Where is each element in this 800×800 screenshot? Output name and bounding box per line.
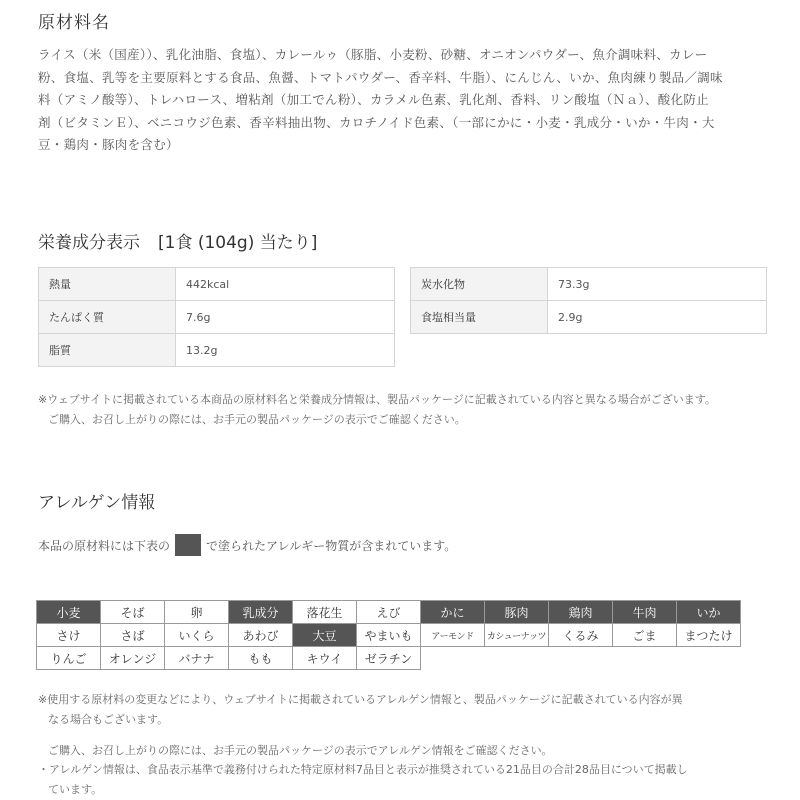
allergen-cell: バナナ — [165, 647, 229, 670]
nutrition-label: 炭水化物 — [411, 268, 548, 301]
allergen-cell: キウイ — [293, 647, 357, 670]
empty-cell — [613, 647, 677, 670]
note-line: ご購入、お召し上がりの際には、お手元の製品パッケージの表示でアレルゲン情報をご確認ください。 — [48, 744, 553, 757]
note-line: ※ウェブサイトに掲載されている本商品の原材料名と栄養成分情報は、製品パッケージに記載されている内容と異なる場合がございます。 — [38, 393, 716, 406]
allergen-cell: アーモンド — [421, 624, 485, 647]
allergen-cell: いか — [677, 601, 741, 624]
allergen-cell: 鶏肉 — [549, 601, 613, 624]
allergen-cell: オレンジ — [101, 647, 165, 670]
intro-text: 本品の原材料には下表の — [38, 538, 171, 553]
empty-cell — [421, 647, 485, 670]
note-line: ・アレルゲン情報は、食品表示基準で義務付けられた特定原材料7品目と表示が推奨されている21品目の合計28品目について掲載し — [38, 763, 688, 776]
note-line: ています。 — [48, 783, 103, 796]
empty-cell — [485, 647, 549, 670]
ingredients-line: 粉、食塩、乳等を主要原料とする食品、魚醤、トマトパウダー、香辛料、牛脂）、にんじん、いか、魚肉練り製品／調味 — [38, 69, 723, 85]
nutrition-value: 442kcal — [176, 268, 395, 301]
table-row — [411, 268, 767, 301]
allergen-cell: もも — [229, 647, 293, 670]
nutrition-serving: [1食 (104g) 当たり] — [158, 233, 318, 253]
note-line: なる場合もございます。 — [48, 713, 169, 726]
ingredients-line: 豆・鶏肉・豚肉を含む） — [38, 137, 179, 152]
table-row — [37, 624, 741, 647]
ingredients-line: ライス（米（国産））、乳化油脂、食塩）、カレールゥ（豚脂、小麦粉、砂糖、オニオンパウダー、魚介調味料、カレー — [38, 47, 708, 62]
note-line: ※使用する原材料の変更などにより、ウェブサイトに掲載されているアレルゲン情報と、製品パッケージに記載されている内容が異 — [38, 693, 683, 706]
nutrition-label: 脂質 — [39, 334, 176, 367]
allergen-cell: かに — [421, 601, 485, 624]
nutrition-value: 7.6g — [176, 301, 395, 334]
allergen-cell: カシューナッツ — [485, 624, 549, 647]
allergy-note — [38, 690, 683, 761]
nutrition-note — [38, 390, 716, 430]
ingredients-text — [38, 44, 768, 157]
allergen-cell: さば — [101, 624, 165, 647]
table-row — [37, 601, 741, 624]
allergen-cell: そば — [101, 601, 165, 624]
allergen-cell: あわび — [229, 624, 293, 647]
allergy-color-swatch — [175, 534, 201, 556]
allergy-scope-note — [38, 760, 688, 800]
allergen-cell: りんご — [37, 647, 101, 670]
intro-text: で塗られたアレルギー物質が含まれています。 — [206, 538, 457, 553]
nutrition-value: 13.2g — [176, 334, 395, 367]
nutrition-heading — [38, 228, 317, 253]
allergen-cell: さけ — [37, 624, 101, 647]
allergen-cell: 牛肉 — [613, 601, 677, 624]
table-row — [39, 334, 395, 367]
ingredients-title: 原材料名 — [38, 13, 110, 33]
ingredients-line: 剤（ビタミンＥ）、ベニコウジ色素、香辛料抽出物、カロチノイド色素、（一部にかに・小麦・乳成分・いか・牛肉・大 — [38, 114, 715, 130]
allergen-cell: 小麦 — [37, 601, 101, 624]
allergen-cell: えび — [357, 601, 421, 624]
table-row — [37, 647, 741, 670]
allergen-cell: 大豆 — [293, 624, 357, 647]
allergen-cell: まつたけ — [677, 624, 741, 647]
allergen-cell: いくら — [165, 624, 229, 647]
nutrition-value: 2.9g — [548, 301, 767, 334]
allergy-title: アレルゲン情報 — [38, 493, 156, 513]
allergen-cell: やまいも — [357, 624, 421, 647]
allergy-table — [36, 600, 741, 670]
allergen-cell: くるみ — [549, 624, 613, 647]
nutrition-label: 食塩相当量 — [411, 301, 548, 334]
nutrition-title: 栄養成分表示 — [38, 233, 140, 253]
allergen-cell: 豚肉 — [485, 601, 549, 624]
empty-cell — [677, 647, 741, 670]
nutrition-table-right — [410, 267, 767, 334]
nutrition-label: たんぱく質 — [39, 301, 176, 334]
table-row — [39, 268, 395, 301]
table-row — [39, 301, 395, 334]
allergen-cell: 落花生 — [293, 601, 357, 624]
nutrition-table-left — [38, 267, 395, 367]
allergy-intro — [38, 534, 456, 556]
allergen-cell: ごま — [613, 624, 677, 647]
nutrition-label: 熱量 — [39, 268, 176, 301]
allergen-cell: 卵 — [165, 601, 229, 624]
allergen-cell: ゼラチン — [357, 647, 421, 670]
allergen-cell: 乳成分 — [229, 601, 293, 624]
empty-cell — [549, 647, 613, 670]
table-row — [411, 301, 767, 334]
nutrition-value: 73.3g — [548, 268, 767, 301]
note-line: ご購入、お召し上がりの際には、お手元の製品パッケージの表示でご確認ください。 — [48, 413, 466, 426]
ingredients-line: 料（アミノ酸等）、トレハロース、増粘剤（加工でん粉）、カラメル色素、乳化剤、香料、リン酸塩（Ｎａ）、酸化防止 — [38, 92, 709, 107]
